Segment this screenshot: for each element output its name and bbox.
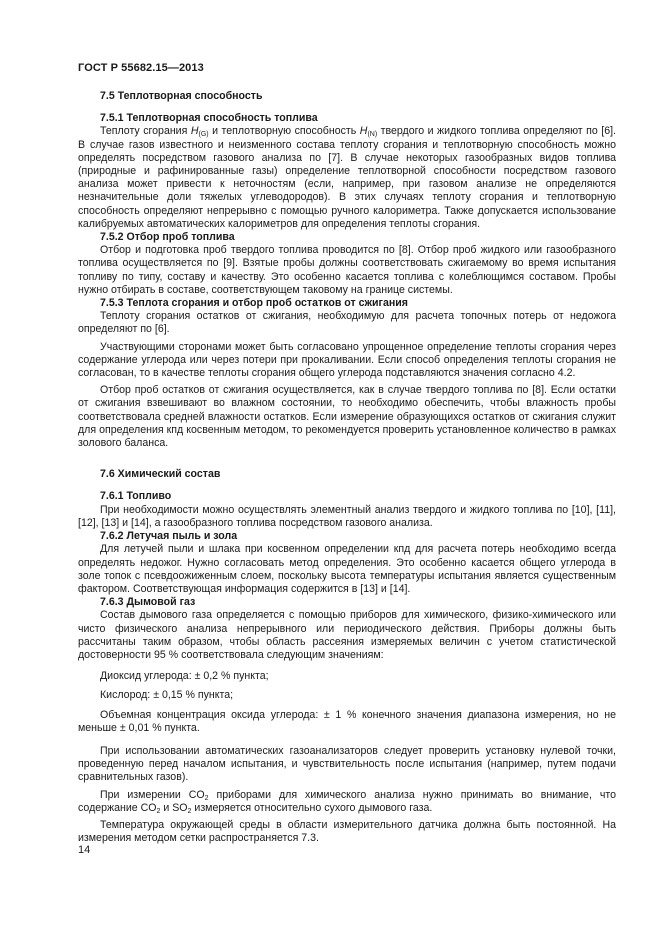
section-7-5-2-title: 7.5.2 Отбор проб топлива [100,231,235,244]
list-item-oxygen: Кислород: ± 0,15 % пункта; [100,689,234,702]
list-item-carbon-monoxide: Объемная концентрация оксида углерода: ± 1 % конечного значения диапазона измерения, но не меньше ± 0,01 % пункта. [78,708,616,734]
section-7-5-3-title: 7.5.3 Теплота сгорания и отбор проб остатков от сжигания [100,297,408,310]
section-7-6-3-paragraph-4: Температура окружающей среды в области измерительного датчика должна быть постоянной. На измерения методом сетки распространяется 7.3. [78,818,616,845]
section-7-6-3-paragraph-3: При измерении $CO_2$ приборами для химического анализа нужно принимать во внимание, что содержание $CO_2$ и $SO_2$ измеряется относительно сухого дымового газа. [78,788,616,815]
section-7-5-1-paragraph: Теплоту сгорания $H_{(G)}$ и теплотворную способность $H_{(N)}$ твердого и жидкого топлива определяют по [6]. В случае газов известного и неизменного состава теплоту сгорания и теплотворную способность можно определять посредством газового анализа по [7]. В случае некоторых газообразных видов топлива (природные и рафинированные газы) определение теплотворной способности посредством газового анализа может привести к неточностям (если, например, при газовом анализе не определяются незначительные доли тяжелых углеводородов). В этих случаях теплоту сгорания и теплотворную способность определяют непрерывно с помощью ручного калориметра. Также допускается использование калибруемых автоматических калориметров для определения теплоты сгорания. [78,125,616,230]
list-item-carbon-dioxide: Диоксид углерода: ± 0,2 % пункта; [100,670,269,683]
calorific-value-symbol: H [359,125,368,138]
section-7-6-3-paragraph-2: При использовании автоматических газоанализаторов следует проверить установку нулевой точки, проведенную перед началом испытания, и чувствительность после испытания (например, путем подачи сравнительных газов). [78,744,616,784]
section-7-6-3-paragraph-1: Состав дымового газа определяется с помощью приборов для химического, физико-химического или чисто физического анализа непрерывного или периодического действия. Приборы должны быть рассчитаны таким образом, чтобы область рассеяния измеряемых величин с учетом статистической достоверности 95 % соответствовала следующим значениям: [78,609,616,661]
section-7-5-3-paragraph-2: Участвующими сторонами может быть согласовано упрощенное определение теплоты сгорания через содержание углерода или через потери при прокаливании. Если способ определения теплоты сгорания не согласован, то в качестве теплоты сгорания общего углерода подставляются значения согласно 4.2. [78,340,616,380]
section-7-6-1-title: 7.6.1 Топливо [100,490,172,503]
section-7-6-title: 7.6 Химический состав [100,468,221,481]
section-7-5-1-title: 7.5.1 Теплотворная способность топлива [100,112,318,125]
section-7-5-2-paragraph: Отбор и подготовка проб твердого топлива проводится по [8]. Отбор проб жидкого или газообразного топлива осуществляется по [9]. Взятые пробы должны соответствовать сжигаемому во время испытания топливу по типу, составу и качеству. Это особенно касается топлива с колеблющимся составом. Пробы нужно отбирать в составе, соответствующем таковому на границе системы. [78,244,616,296]
page-number: 14 [78,844,91,856]
section-7-5-3-paragraph-3: Отбор проб остатков от сжигания осуществляется, как в случае твердого топлива по [8]. Если остатки от сжигания взвешивают во влажном состоянии, то необходимо обеспечить, чтобы влажность пробы соответствовала средней влажности остатков. Если измерение образующихся остатков от сжигания служит для определения кпд косвенным методом, то рекомендуется проверить установленное количество в рамках золового баланса. [78,384,616,450]
page-content [78,90,616,845]
heat-of-combustion-symbol: H [190,125,199,138]
section-7-6-2-paragraph: Для летучей пыли и шлака при косвенном определении кпд для расчета потерь необходимо всегда определять недожог. Нужно согласовать метод определения. Это особенно касается общего углерода в золе топок с псевдоожиженным слоем, поскольку высота температуры испытания является существенным фактором. Соответствующая информация содержится в [13] и [14]. [78,543,616,595]
section-7-6-2-title: 7.6.2 Летучая пыль и зола [100,530,238,543]
section-7-6-3-title: 7.6.3 Дымовой газ [100,596,196,609]
section-7-5-3-paragraph-1: Теплоту сгорания остатков от сжигания, необходимую для расчета топочных потерь от недожога определяют по [6]. [78,310,616,336]
section-7-6-1-paragraph: При необходимости можно осуществлять элементный анализ твердого и жидкого топлива по [10], [11], [12], [13] и [14], а газообразного топлива посредством газового анализа. [78,503,616,529]
standard-header: ГОСТ Р 55682.15—2013 [78,62,204,74]
section-7-5-title: 7.5 Теплотворная способность [100,90,263,102]
